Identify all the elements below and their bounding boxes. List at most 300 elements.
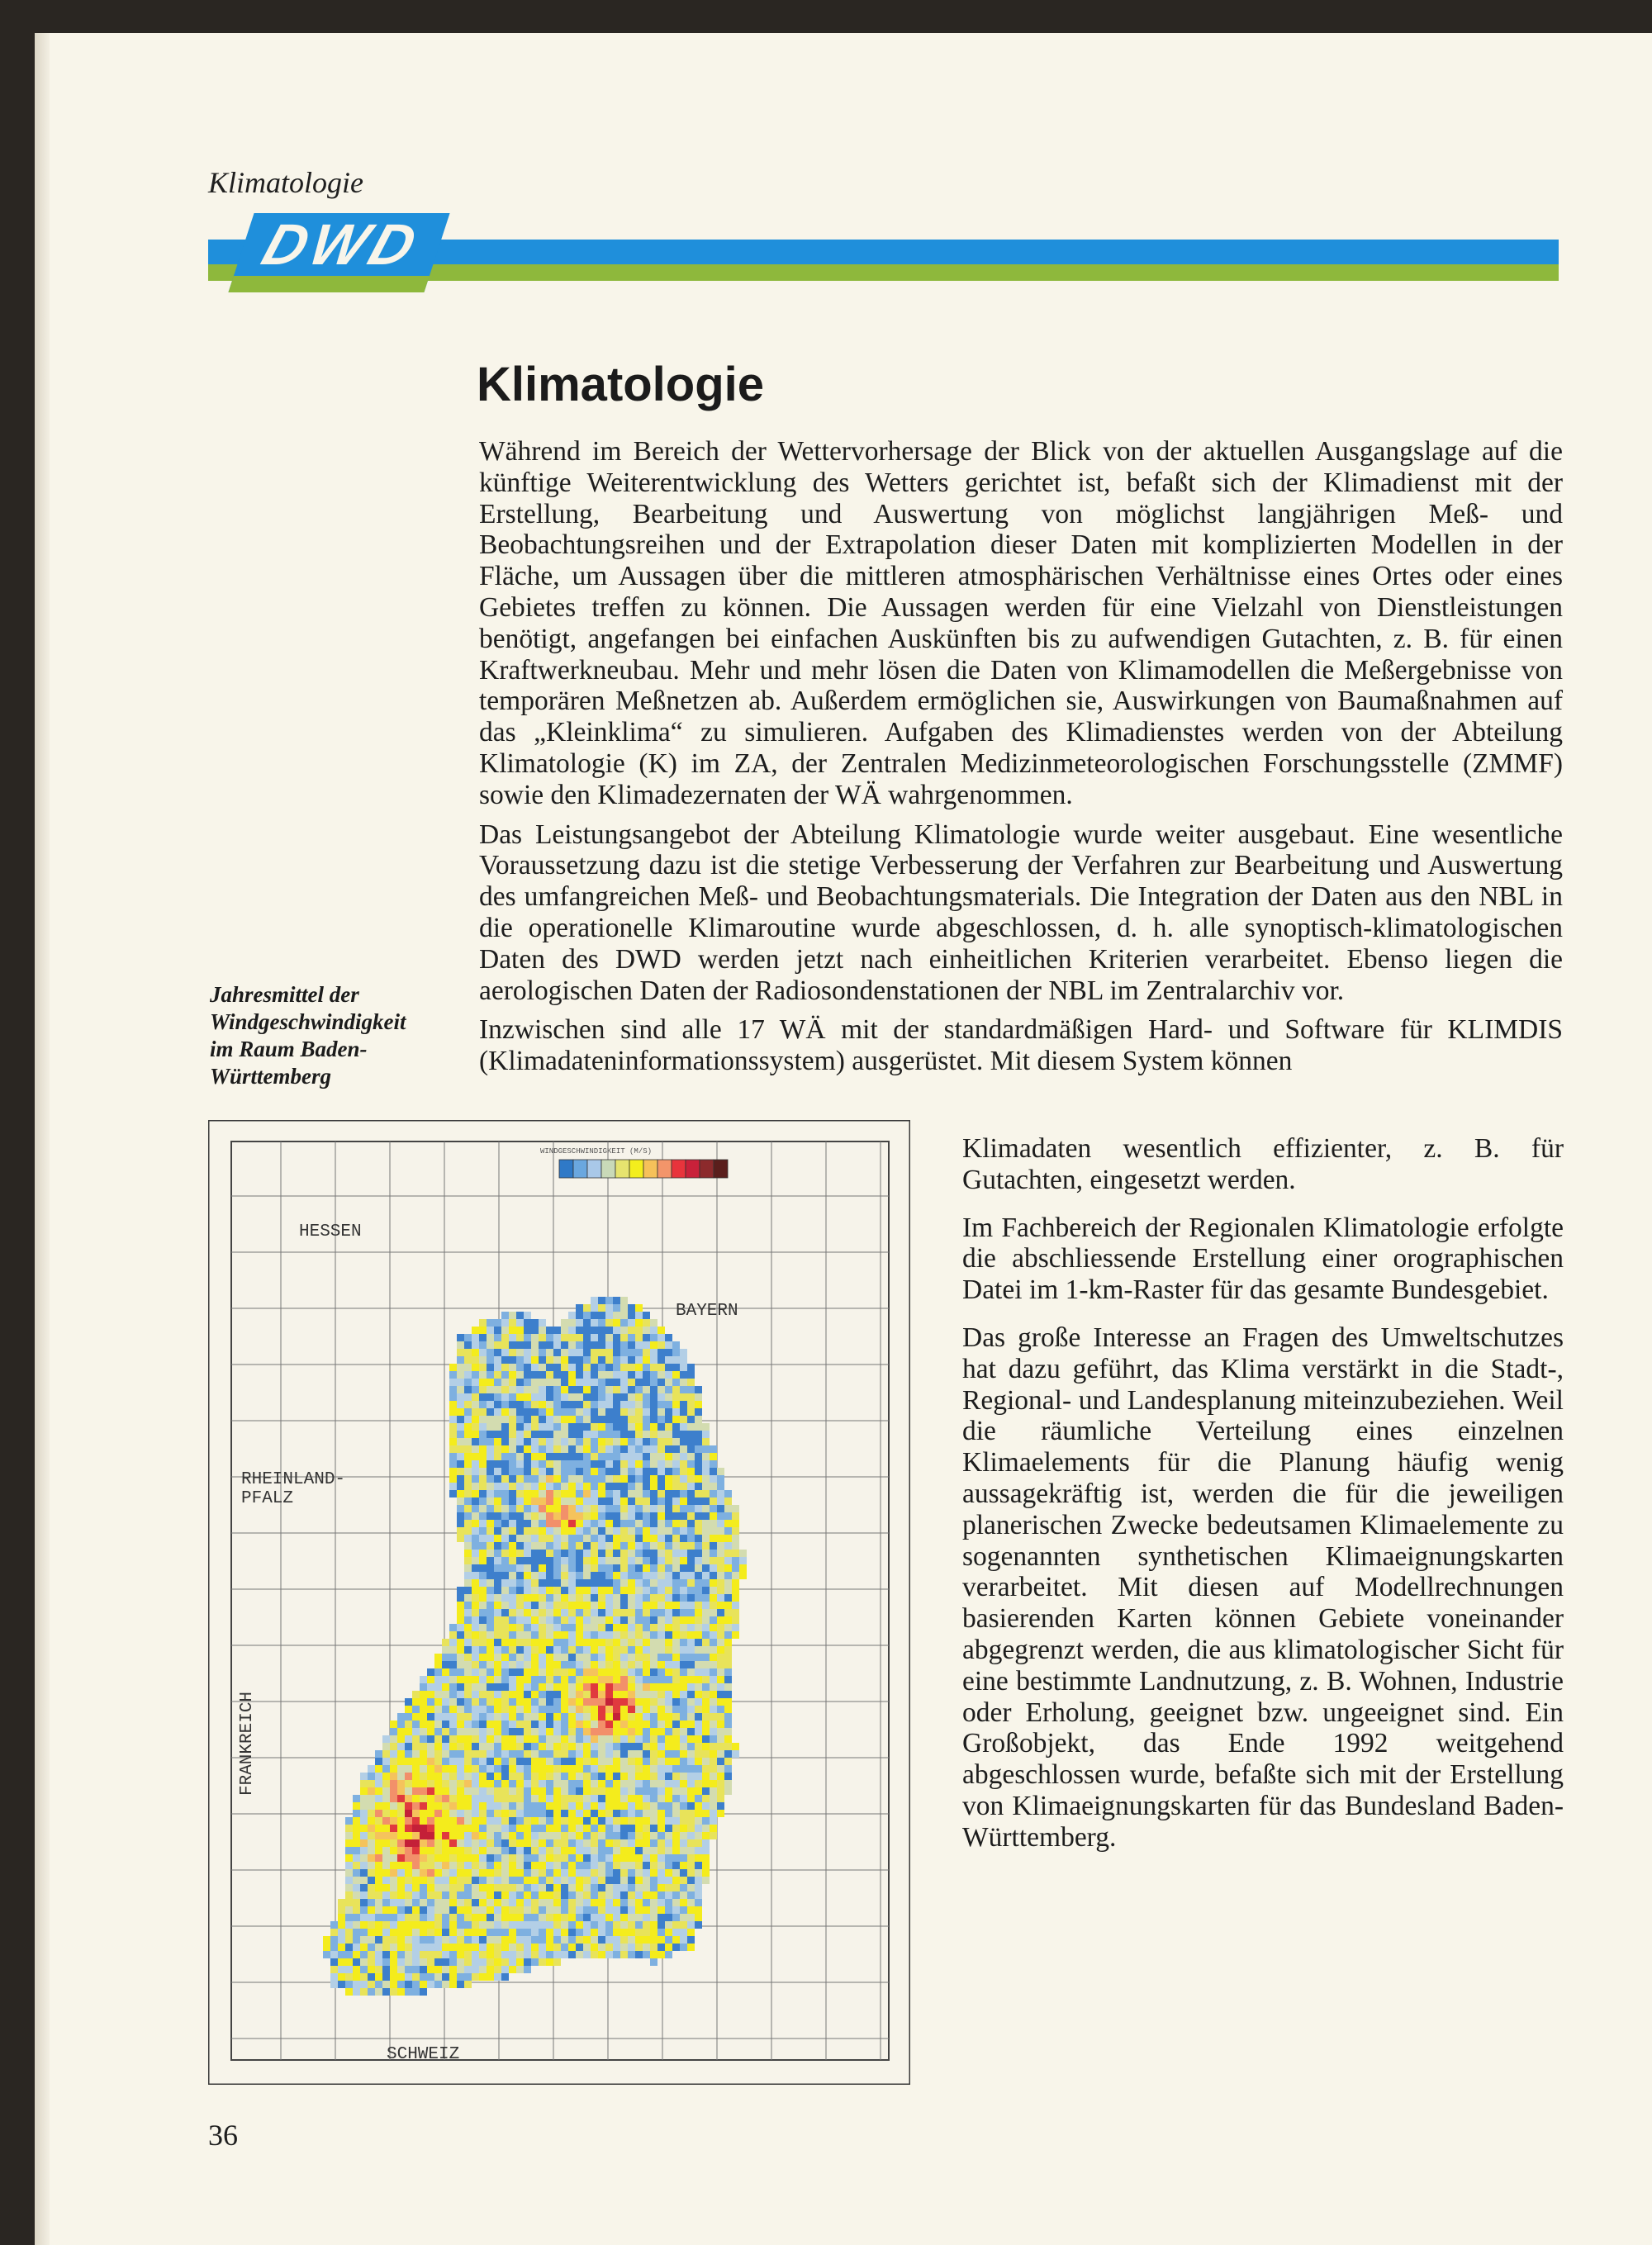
raster-cell	[605, 1438, 613, 1445]
raster-cell	[605, 1713, 613, 1721]
raster-cell	[665, 1951, 672, 1958]
raster-cell	[509, 1668, 516, 1676]
raster-cell	[501, 1758, 509, 1765]
raster-cell	[531, 1936, 539, 1944]
raster-cell	[732, 1550, 739, 1557]
raster-cell	[472, 1327, 479, 1334]
raster-cell	[553, 1706, 561, 1713]
raster-cell	[591, 1587, 598, 1594]
raster-cell	[501, 1564, 509, 1572]
raster-cell	[405, 1988, 412, 1996]
raster-cell	[457, 1936, 464, 1944]
raster-cell	[657, 1401, 665, 1408]
raster-cell	[620, 1654, 628, 1661]
raster-cell	[583, 1512, 591, 1520]
raster-cell	[657, 1839, 665, 1847]
raster-cell	[635, 1721, 643, 1728]
raster-cell	[657, 1609, 665, 1616]
raster-cell	[368, 1862, 375, 1869]
raster-cell	[434, 1973, 442, 1981]
raster-cell	[472, 1401, 479, 1408]
raster-cell	[613, 1832, 620, 1839]
raster-cell	[472, 1520, 479, 1527]
raster-cell	[546, 1468, 553, 1475]
raster-cell	[553, 1594, 561, 1602]
raster-cell	[487, 1877, 494, 1884]
raster-cell	[479, 1810, 487, 1817]
raster-cell	[509, 1312, 516, 1319]
raster-cell	[449, 1832, 457, 1839]
raster-cell	[665, 1654, 672, 1661]
raster-cell	[539, 1512, 546, 1520]
raster-cell	[457, 1832, 464, 1839]
raster-cell	[531, 1691, 539, 1698]
raster-cell	[524, 1899, 531, 1906]
raster-cell	[412, 1988, 420, 1996]
raster-cell	[546, 1891, 553, 1899]
raster-cell	[501, 1884, 509, 1891]
raster-cell	[724, 1579, 732, 1587]
raster-cell	[598, 1646, 605, 1654]
raster-cell	[628, 1401, 635, 1408]
raster-cell	[598, 1460, 605, 1468]
raster-cell	[657, 1921, 665, 1929]
raster-cell	[390, 1891, 397, 1899]
raster-cell	[509, 1847, 516, 1854]
raster-cell	[672, 1839, 680, 1847]
raster-cell	[605, 1654, 613, 1661]
raster-cell	[501, 1899, 509, 1906]
raster-cell	[672, 1914, 680, 1921]
raster-cell	[568, 1936, 576, 1944]
raster-cell	[576, 1631, 583, 1639]
raster-cell	[672, 1735, 680, 1743]
legend-swatch	[573, 1160, 587, 1178]
raster-cell	[524, 1914, 531, 1921]
raster-cell	[628, 1579, 635, 1587]
raster-cell	[464, 1758, 472, 1765]
raster-cell	[672, 1520, 680, 1527]
raster-cell	[620, 1542, 628, 1550]
raster-cell	[501, 1921, 509, 1929]
raster-cell	[457, 1468, 464, 1475]
raster-cell	[368, 1839, 375, 1847]
raster-cell	[657, 1557, 665, 1564]
raster-cell	[650, 1572, 657, 1579]
raster-cell	[546, 1795, 553, 1802]
raster-cell	[516, 1631, 524, 1639]
raster-cell	[657, 1825, 665, 1832]
raster-cell	[710, 1721, 717, 1728]
raster-cell	[717, 1743, 724, 1750]
raster-cell	[516, 1899, 524, 1906]
raster-cell	[680, 1356, 687, 1364]
raster-cell	[368, 1899, 375, 1906]
raster-cell	[531, 1891, 539, 1899]
raster-cell	[509, 1728, 516, 1735]
raster-cell	[591, 1542, 598, 1550]
raster-cell	[457, 1921, 464, 1929]
raster-cell	[620, 1906, 628, 1914]
raster-cell	[635, 1349, 643, 1356]
raster-cell	[553, 1512, 561, 1520]
raster-cell	[568, 1676, 576, 1683]
raster-cell	[583, 1780, 591, 1787]
raster-cell	[472, 1914, 479, 1921]
raster-cell	[665, 1505, 672, 1512]
raster-cell	[680, 1795, 687, 1802]
raster-cell	[613, 1356, 620, 1364]
raster-cell	[613, 1609, 620, 1616]
raster-cell	[576, 1624, 583, 1631]
raster-cell	[680, 1936, 687, 1944]
raster-cell	[449, 1728, 457, 1735]
raster-cell	[494, 1884, 501, 1891]
raster-cell	[650, 1445, 657, 1453]
raster-cell	[643, 1364, 650, 1371]
raster-cell	[710, 1765, 717, 1773]
raster-cell	[680, 1787, 687, 1795]
raster-cell	[583, 1661, 591, 1668]
raster-cell	[643, 1758, 650, 1765]
raster-cell	[591, 1535, 598, 1542]
raster-cell	[531, 1780, 539, 1787]
raster-cell	[457, 1810, 464, 1817]
raster-cell	[613, 1631, 620, 1639]
raster-cell	[643, 1713, 650, 1721]
raster-cell	[687, 1520, 695, 1527]
raster-cell	[613, 1817, 620, 1825]
raster-cell	[539, 1379, 546, 1386]
raster-cell	[434, 1817, 442, 1825]
raster-cell	[487, 1921, 494, 1929]
raster-cell	[524, 1735, 531, 1743]
raster-cell	[628, 1312, 635, 1319]
raster-cell	[524, 1691, 531, 1698]
raster-cell	[628, 1929, 635, 1936]
raster-cell	[449, 1490, 457, 1497]
raster-cell	[657, 1646, 665, 1654]
raster-cell	[420, 1951, 427, 1958]
raster-cell	[583, 1929, 591, 1936]
raster-cell	[672, 1921, 680, 1929]
raster-cell	[509, 1490, 516, 1497]
raster-cell	[620, 1341, 628, 1349]
raster-cell	[702, 1616, 710, 1624]
raster-cell	[487, 1616, 494, 1624]
raster-cell	[591, 1527, 598, 1535]
raster-cell	[628, 1520, 635, 1527]
raster-cell	[643, 1453, 650, 1460]
raster-cell	[412, 1862, 420, 1869]
raster-cell	[494, 1393, 501, 1401]
raster-cell	[620, 1408, 628, 1416]
raster-cell	[449, 1401, 457, 1408]
raster-cell	[501, 1468, 509, 1475]
raster-cell	[509, 1877, 516, 1884]
raster-cell	[672, 1758, 680, 1765]
raster-cell	[390, 1825, 397, 1832]
raster-cell	[598, 1497, 605, 1505]
raster-cell	[427, 1691, 434, 1698]
raster-cell	[561, 1936, 568, 1944]
raster-cell	[479, 1899, 487, 1906]
raster-cell	[598, 1906, 605, 1914]
raster-cell	[539, 1668, 546, 1676]
raster-cell	[687, 1795, 695, 1802]
raster-cell	[449, 1683, 457, 1691]
raster-cell	[561, 1356, 568, 1364]
raster-cell	[568, 1408, 576, 1416]
raster-cell	[449, 1691, 457, 1698]
raster-cell	[643, 1661, 650, 1668]
raster-cell	[345, 1869, 353, 1877]
raster-cell	[546, 1505, 553, 1512]
raster-cell	[695, 1862, 702, 1869]
raster-cell	[479, 1327, 487, 1334]
raster-cell	[687, 1468, 695, 1475]
raster-cell	[457, 1356, 464, 1364]
raster-cell	[442, 1832, 449, 1839]
raster-cell	[509, 1393, 516, 1401]
raster-cell	[420, 1802, 427, 1810]
raster-cell	[553, 1914, 561, 1921]
raster-cell	[412, 1936, 420, 1944]
raster-cell	[487, 1535, 494, 1542]
raster-cell	[553, 1869, 561, 1877]
raster-cell	[330, 1966, 338, 1973]
raster-cell	[546, 1713, 553, 1721]
raster-cell	[650, 1676, 657, 1683]
raster-cell	[665, 1661, 672, 1668]
raster-cell	[717, 1787, 724, 1795]
raster-cell	[576, 1787, 583, 1795]
raster-cell	[553, 1371, 561, 1379]
raster-cell	[598, 1401, 605, 1408]
raster-cell	[546, 1572, 553, 1579]
raster-cell	[479, 1787, 487, 1795]
raster-cell	[695, 1891, 702, 1899]
raster-cell	[680, 1408, 687, 1416]
raster-cell	[487, 1728, 494, 1735]
raster-cell	[397, 1728, 405, 1735]
raster-cell	[613, 1944, 620, 1951]
raster-cell	[539, 1914, 546, 1921]
raster-cell	[605, 1468, 613, 1475]
raster-cell	[464, 1616, 472, 1624]
raster-cell	[620, 1899, 628, 1906]
raster-cell	[509, 1691, 516, 1698]
raster-cell	[568, 1944, 576, 1951]
raster-cell	[539, 1401, 546, 1408]
raster-cell	[516, 1944, 524, 1951]
raster-cell	[464, 1951, 472, 1958]
raster-cell	[620, 1891, 628, 1899]
raster-cell	[583, 1475, 591, 1483]
raster-cell	[501, 1438, 509, 1445]
raster-cell	[531, 1862, 539, 1869]
raster-cell	[442, 1839, 449, 1847]
raster-cell	[672, 1401, 680, 1408]
raster-cell	[568, 1743, 576, 1750]
raster-cell	[717, 1535, 724, 1542]
region-label-schweiz: SCHWEIZ	[387, 2045, 460, 2064]
raster-cell	[397, 1906, 405, 1914]
raster-cell	[724, 1743, 732, 1750]
raster-cell	[583, 1579, 591, 1587]
raster-cell	[605, 1691, 613, 1698]
raster-cell	[687, 1743, 695, 1750]
raster-cell	[360, 1869, 368, 1877]
raster-cell	[457, 1668, 464, 1676]
raster-cell	[665, 1683, 672, 1691]
raster-cell	[539, 1386, 546, 1393]
raster-cell	[553, 1527, 561, 1535]
raster-cell	[583, 1304, 591, 1312]
raster-cell	[457, 1691, 464, 1698]
raster-cell	[472, 1743, 479, 1750]
raster-cell	[494, 1386, 501, 1393]
raster-cell	[598, 1379, 605, 1386]
raster-cell	[680, 1527, 687, 1535]
raster-cell	[635, 1906, 643, 1914]
raster-cell	[657, 1497, 665, 1505]
raster-cell	[464, 1341, 472, 1349]
raster-cell	[635, 1802, 643, 1810]
raster-cell	[583, 1334, 591, 1341]
raster-cell	[501, 1691, 509, 1698]
raster-cell	[657, 1371, 665, 1379]
raster-cell	[576, 1572, 583, 1579]
raster-cell	[717, 1505, 724, 1512]
raster-cell	[397, 1787, 405, 1795]
raster-cell	[568, 1431, 576, 1438]
raster-cell	[702, 1468, 710, 1475]
raster-cell	[620, 1728, 628, 1735]
raster-cell	[635, 1869, 643, 1877]
raster-cell	[583, 1891, 591, 1899]
raster-cell	[687, 1564, 695, 1572]
raster-cell	[687, 1624, 695, 1631]
raster-cell	[635, 1401, 643, 1408]
raster-cell	[405, 1787, 412, 1795]
raster-cell	[509, 1839, 516, 1847]
raster-cell	[628, 1460, 635, 1468]
raster-cell	[568, 1631, 576, 1639]
raster-cell	[360, 1899, 368, 1906]
raster-cell	[375, 1929, 382, 1936]
raster-cell	[591, 1431, 598, 1438]
raster-cell	[494, 1609, 501, 1616]
raster-cell	[620, 1839, 628, 1847]
raster-cell	[643, 1832, 650, 1839]
raster-cell	[695, 1743, 702, 1750]
raster-cell	[620, 1750, 628, 1758]
raster-cell	[553, 1765, 561, 1773]
raster-cell	[628, 1624, 635, 1631]
raster-cell	[449, 1453, 457, 1460]
raster-cell	[553, 1535, 561, 1542]
raster-cell	[501, 1743, 509, 1750]
raster-cell	[516, 1431, 524, 1438]
raster-cell	[472, 1587, 479, 1594]
raster-cell	[449, 1951, 457, 1958]
raster-cell	[605, 1668, 613, 1676]
raster-cell	[613, 1334, 620, 1341]
raster-cell	[680, 1765, 687, 1773]
raster-cell	[360, 1884, 368, 1891]
raster-cell	[434, 1668, 442, 1676]
raster-cell	[695, 1505, 702, 1512]
raster-cell	[524, 1490, 531, 1497]
raster-cell	[568, 1721, 576, 1728]
raster-cell	[613, 1661, 620, 1668]
raster-cell	[702, 1802, 710, 1810]
raster-cell	[635, 1616, 643, 1624]
raster-cell	[524, 1780, 531, 1787]
raster-cell	[501, 1572, 509, 1579]
raster-cell	[472, 1602, 479, 1609]
raster-cell	[657, 1341, 665, 1349]
raster-cell	[628, 1825, 635, 1832]
raster-cell	[442, 1743, 449, 1750]
raster-cell	[561, 1691, 568, 1698]
raster-cell	[680, 1557, 687, 1564]
raster-cell	[553, 1356, 561, 1364]
raster-cell	[516, 1505, 524, 1512]
raster-cell	[620, 1460, 628, 1468]
raster-cell	[531, 1884, 539, 1891]
raster-cell	[494, 1624, 501, 1631]
raster-cell	[643, 1906, 650, 1914]
raster-cell	[605, 1639, 613, 1646]
raster-cell	[672, 1579, 680, 1587]
raster-cell	[695, 1780, 702, 1787]
raster-cell	[717, 1594, 724, 1602]
raster-cell	[665, 1349, 672, 1356]
raster-cell	[598, 1668, 605, 1676]
legend-swatch	[686, 1160, 700, 1178]
raster-cell	[568, 1706, 576, 1713]
raster-cell	[375, 1773, 382, 1780]
raster-cell	[442, 1728, 449, 1735]
raster-cell	[598, 1891, 605, 1899]
raster-cell	[605, 1884, 613, 1891]
raster-cell	[487, 1750, 494, 1758]
raster-cell	[412, 1921, 420, 1929]
raster-cell	[494, 1891, 501, 1899]
raster-cell	[717, 1579, 724, 1587]
raster-cell	[643, 1631, 650, 1639]
raster-cell	[457, 1408, 464, 1416]
raster-cell	[717, 1616, 724, 1624]
raster-cell	[635, 1951, 643, 1958]
raster-cell	[487, 1334, 494, 1341]
raster-cell	[501, 1929, 509, 1936]
raster-cell	[464, 1981, 472, 1988]
raster-cell	[702, 1490, 710, 1497]
raster-cell	[375, 1891, 382, 1899]
raster-cell	[472, 1356, 479, 1364]
raster-cell	[643, 1475, 650, 1483]
raster-cell	[583, 1572, 591, 1579]
raster-cell	[620, 1624, 628, 1631]
raster-cell	[598, 1728, 605, 1735]
raster-cell	[591, 1780, 598, 1787]
raster-cell	[643, 1817, 650, 1825]
raster-cell	[553, 1468, 561, 1475]
raster-cell	[605, 1542, 613, 1550]
